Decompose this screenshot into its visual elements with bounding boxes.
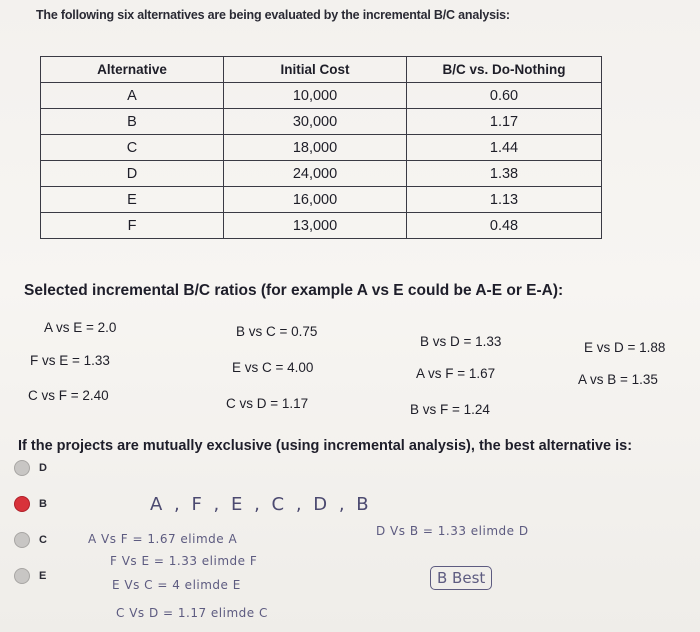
handwritten-best-box: B Best: [430, 566, 492, 590]
radio-icon[interactable]: [14, 532, 30, 548]
handwritten-line: E Vs C = 4 elimde E: [112, 578, 241, 592]
ratio-e-vs-c: E vs C = 4.00: [232, 360, 314, 375]
option-b[interactable]: [14, 494, 47, 514]
ratio-f-vs-e: F vs E = 1.33: [30, 353, 110, 368]
option-label: B: [39, 498, 47, 510]
initial-cost-cell: 16,000: [224, 187, 407, 213]
bc-ratio-cell: 1.17: [407, 109, 602, 135]
alternative-cell: D: [41, 161, 224, 187]
initial-cost-cell: 24,000: [224, 161, 407, 187]
alternative-cell: E: [41, 187, 224, 213]
question-text: If the projects are mutually exclusive (using incremental analysis), the best alternative is:: [18, 438, 633, 454]
table-row: [41, 187, 602, 213]
alternative-cell: F: [41, 213, 224, 239]
radio-icon[interactable]: [14, 460, 30, 476]
handwritten-line: A Vs F = 1.67 elimde A: [88, 532, 238, 546]
handwritten-sequence: A , F , E , C , D , B: [150, 494, 372, 515]
option-d[interactable]: [14, 458, 47, 478]
alternatives-table: [40, 56, 602, 239]
radio-selected-icon[interactable]: [14, 496, 30, 512]
handwritten-line: F Vs E = 1.33 elimde F: [110, 554, 258, 568]
bc-ratio-cell: 1.38: [407, 161, 602, 187]
table-row: [41, 83, 602, 109]
selected-ratios-title: Selected incremental B/C ratios (for example A vs E could be A-E or E-A):: [24, 282, 564, 299]
alternative-cell: B: [41, 109, 224, 135]
header-alternative: Alternative: [41, 57, 224, 83]
ratio-a-vs-e: A vs E = 2.0: [44, 320, 117, 335]
ratio-e-vs-d: E vs D = 1.88: [584, 340, 666, 355]
ratio-a-vs-f: A vs F = 1.67: [416, 366, 496, 381]
intro-text: The following six alternatives are being evaluated by the incremental B/C analysis:: [36, 8, 510, 22]
bc-ratio-cell: 0.60: [407, 83, 602, 109]
bc-ratio-cell: 0.48: [407, 213, 602, 239]
bc-ratio-cell: 1.13: [407, 187, 602, 213]
initial-cost-cell: 10,000: [224, 83, 407, 109]
initial-cost-cell: 30,000: [224, 109, 407, 135]
option-label: E: [39, 570, 47, 582]
ratio-c-vs-f: C vs F = 2.40: [28, 388, 109, 403]
alternative-cell: C: [41, 135, 224, 161]
table-row: [41, 161, 602, 187]
ratio-b-vs-f: B vs F = 1.24: [410, 402, 490, 417]
bc-ratio-cell: 1.44: [407, 135, 602, 161]
ratio-c-vs-d: C vs D = 1.17: [226, 396, 309, 411]
table-header-row: [41, 57, 602, 83]
alternative-cell: A: [41, 83, 224, 109]
ratio-b-vs-c: B vs C = 0.75: [236, 324, 318, 339]
ratio-b-vs-d: B vs D = 1.33: [420, 334, 502, 349]
option-e[interactable]: [14, 566, 46, 586]
handwritten-line: C Vs D = 1.17 elimde C: [116, 606, 268, 620]
initial-cost-cell: 13,000: [224, 213, 407, 239]
option-label: D: [39, 462, 47, 474]
table-row: [41, 135, 602, 161]
radio-icon[interactable]: [14, 568, 30, 584]
option-c[interactable]: [14, 530, 47, 550]
initial-cost-cell: 18,000: [224, 135, 407, 161]
option-label: C: [39, 534, 47, 546]
table-row: [41, 213, 602, 239]
table-row: [41, 109, 602, 135]
handwritten-d-vs-b: D Vs B = 1.33 elimde D: [376, 524, 529, 538]
header-initial-cost: Initial Cost: [224, 57, 407, 83]
ratio-a-vs-b: A vs B = 1.35: [578, 372, 658, 387]
header-bc-vs-do-nothing: B/C vs. Do-Nothing: [407, 57, 602, 83]
